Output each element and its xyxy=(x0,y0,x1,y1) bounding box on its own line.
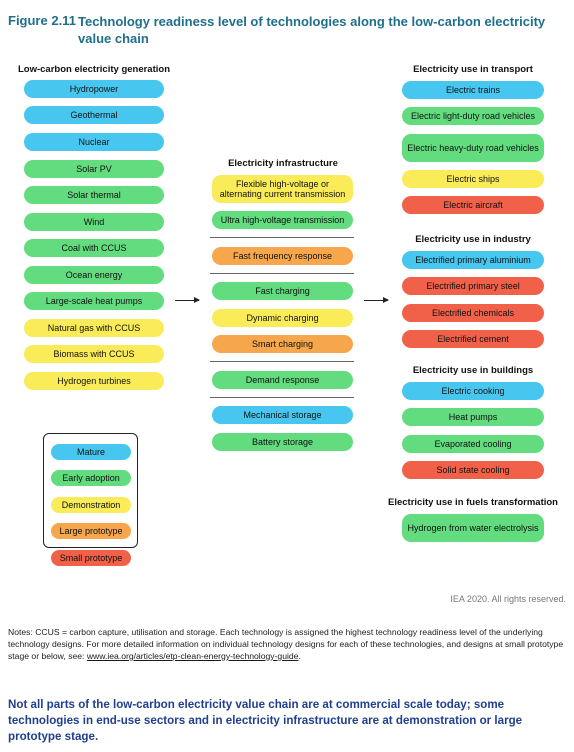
notes-text: Notes: CCUS = carbon capture, utilisation and storage. Each technology is assigned the highest technology readiness level of the underlying technology designs. For more detailed information on individual technology designs for each of these technologies, and designs at small prototype stage or below, see: xyxy=(8,627,564,661)
infra-divider xyxy=(210,273,354,274)
figure-title: Technology readiness level of technologies along the low-carbon electricity value chain xyxy=(78,14,546,46)
industry-cement: Electrified cement xyxy=(402,330,544,348)
infra-uhv-transmission: Ultra high-voltage transmission xyxy=(212,211,353,229)
infra-divider xyxy=(210,397,354,398)
infra-fast-charging: Fast charging xyxy=(212,282,353,300)
industry-aluminium: Electrified primary aluminium xyxy=(402,251,544,269)
infrastructure-heading: Electricity infrastructure xyxy=(228,158,338,169)
gen-biomass-ccus: Biomass with CCUS xyxy=(24,345,164,363)
notes xyxy=(8,626,564,662)
buildings-heat-pumps: Heat pumps xyxy=(402,408,544,426)
industry-heading: Electricity use in industry xyxy=(415,234,531,245)
gen-ocean-energy: Ocean energy xyxy=(24,266,164,284)
copyright-notice: IEA 2020. All rights reserved. xyxy=(450,594,566,604)
transport-electric-trains: Electric trains xyxy=(402,81,544,99)
gen-geothermal: Geothermal xyxy=(24,106,164,124)
transport-heavy-duty: Electric heavy-duty road vehicles xyxy=(402,134,544,162)
gen-wind: Wind xyxy=(24,213,164,231)
legend-small-prototype: Small prototype xyxy=(51,550,131,566)
figure-number: Figure 2.11 xyxy=(8,13,76,28)
gen-coal-ccus: Coal with CCUS xyxy=(24,239,164,257)
arrow-generation-to-infrastructure xyxy=(175,300,199,301)
legend-mature: Mature xyxy=(51,444,131,460)
transport-electric-aircraft: Electric aircraft xyxy=(402,196,544,214)
industry-steel: Electrified primary steel xyxy=(402,277,544,295)
legend-large-prototype: Large prototype xyxy=(51,523,131,539)
gen-gas-ccus: Natural gas with CCUS xyxy=(24,319,164,337)
transport-heading: Electricity use in transport xyxy=(413,64,533,75)
industry-chemicals: Electrified chemicals xyxy=(402,304,544,322)
fuels-heading: Electricity use in fuels transformation xyxy=(388,497,558,508)
arrow-infrastructure-to-use xyxy=(364,300,388,301)
infra-fast-frequency: Fast frequency response xyxy=(212,247,353,265)
buildings-evaporated-cooling: Evaporated cooling xyxy=(402,435,544,453)
infra-divider xyxy=(210,361,354,362)
infra-smart-charging: Smart charging xyxy=(212,335,353,353)
notes-link-suffix: . xyxy=(298,651,301,661)
transport-electric-ships: Electric ships xyxy=(402,170,544,188)
generation-heading: Low-carbon electricity generation xyxy=(17,64,171,75)
buildings-electric-cooking: Electric cooking xyxy=(402,382,544,400)
gen-heat-pumps: Large-scale heat pumps xyxy=(24,292,164,310)
notes-link[interactable]: www.iea.org/articles/etp-clean-energy-technology-guide xyxy=(86,651,299,661)
gen-hydropower: Hydropower xyxy=(24,80,164,98)
infra-demand-response: Demand response xyxy=(212,371,353,389)
summary-text: Not all parts of the low-carbon electricity value chain are at commercial scale today; some technologies in end-use sectors and in electricity infrastructure are at demonstration or large prototype stage. xyxy=(8,698,523,743)
infra-flexible-transmission: Flexible high-voltage or alternating current transmission xyxy=(212,175,353,203)
infra-divider xyxy=(210,237,354,238)
gen-solar-pv: Solar PV xyxy=(24,160,164,178)
infra-dynamic-charging: Dynamic charging xyxy=(212,309,353,327)
gen-hydrogen-turbines: Hydrogen turbines xyxy=(24,372,164,390)
buildings-heading: Electricity use in buildings xyxy=(412,365,534,376)
legend-demonstration: Demonstration xyxy=(51,497,131,513)
transport-light-duty: Electric light-duty road vehicles xyxy=(402,107,544,125)
gen-nuclear: Nuclear xyxy=(24,133,164,151)
buildings-solid-state-cooling: Solid state cooling xyxy=(402,461,544,479)
legend-early-adoption: Early adoption xyxy=(51,470,131,486)
gen-solar-thermal: Solar thermal xyxy=(24,186,164,204)
infra-battery-storage: Battery storage xyxy=(212,433,353,451)
fuels-hydrogen-electrolysis: Hydrogen from water electrolysis xyxy=(402,514,544,542)
infra-mechanical-storage: Mechanical storage xyxy=(212,406,353,424)
